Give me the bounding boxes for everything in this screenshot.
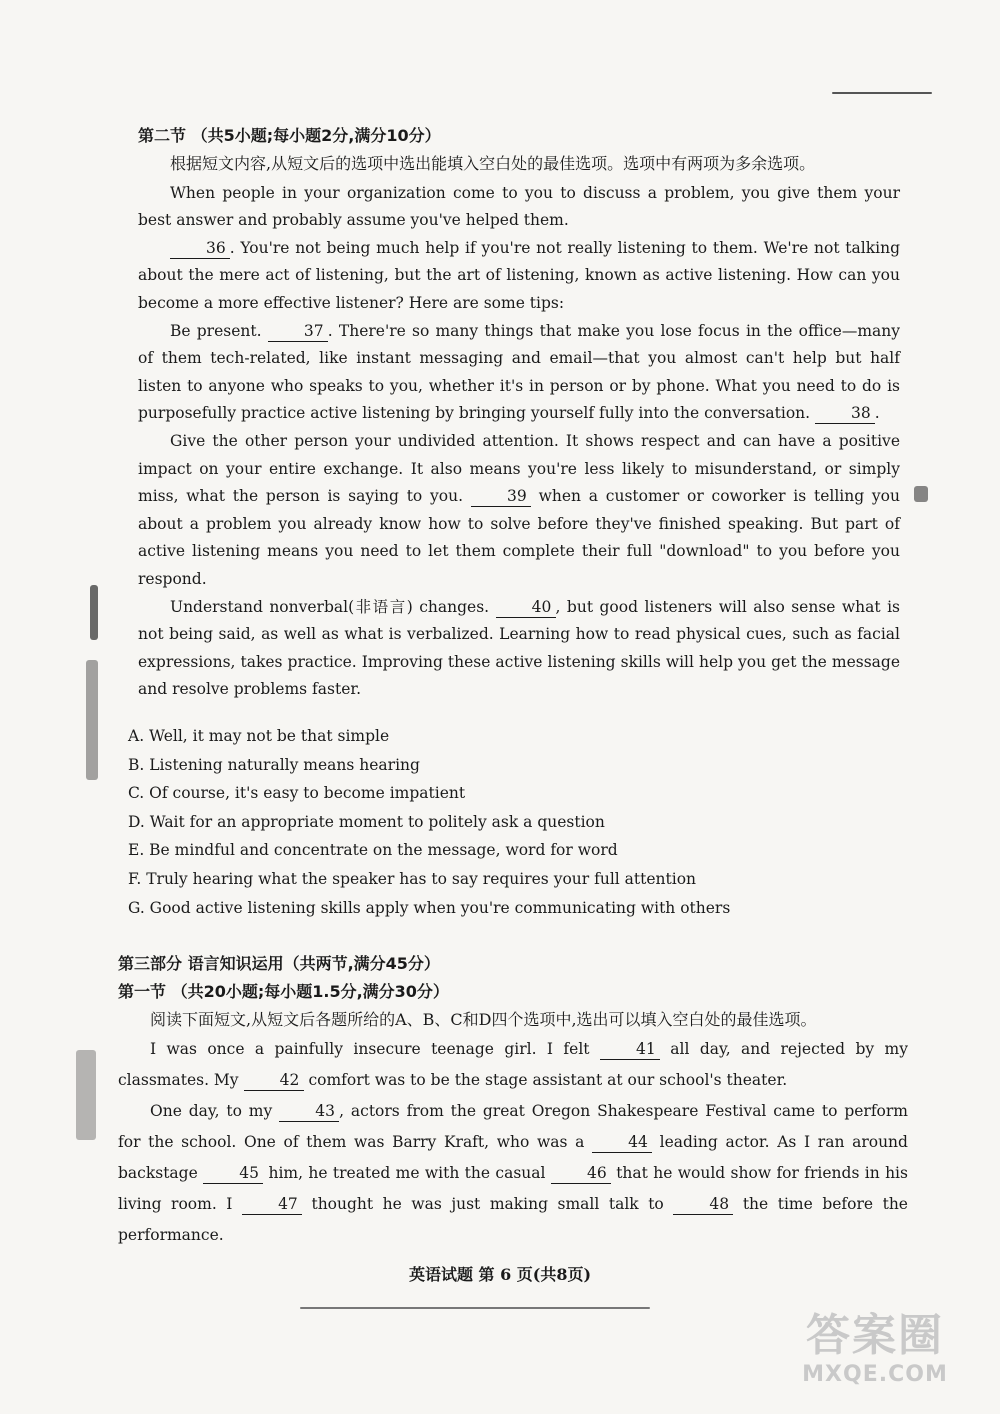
binding-mark bbox=[76, 1050, 96, 1140]
cloze-text: thought he was just making small talk to bbox=[311, 1195, 664, 1213]
cloze-text: leading actor. As I ran around backstage bbox=[118, 1133, 908, 1182]
blank-36[interactable]: 36 bbox=[170, 238, 230, 259]
part-3-heading: 第三部分 语言知识运用（共两节,满分45分） bbox=[118, 954, 440, 973]
option-g: G. Good active listening skills apply when you're communicating with others bbox=[128, 898, 731, 917]
blank-39[interactable]: 39 bbox=[471, 486, 531, 507]
scan-mark-bottom bbox=[300, 1307, 650, 1309]
paragraph-3-mid: . There're so many things that make you lose focus in the office—many of them tech-related, like instant messaging and email—that you almost can't help but half listen to anyone who speaks to you, whether it's in person or by phone. What you need to do is purposefully practice active listening by bringing yourself fully into the conversation. bbox=[138, 321, 900, 423]
blank-48[interactable]: 48 bbox=[673, 1194, 733, 1215]
option-b: B. Listening naturally means hearing bbox=[128, 755, 420, 774]
blank-45[interactable]: 45 bbox=[203, 1163, 263, 1184]
scan-mark-top bbox=[832, 92, 932, 94]
section-2-body bbox=[138, 150, 900, 704]
paragraph-4 bbox=[138, 428, 900, 594]
cloze-text: the time before the performance. bbox=[118, 1195, 908, 1244]
section-2 bbox=[138, 122, 900, 704]
edge-mark bbox=[914, 486, 928, 502]
cloze-text: all day, and rejected by my classmates. My bbox=[118, 1040, 908, 1089]
blank-42[interactable]: 42 bbox=[244, 1070, 304, 1091]
cloze-text: I was once a painfully insecure teenage girl. I felt bbox=[150, 1040, 590, 1058]
paragraph-5-post: , but good listeners will also sense what is not being said, as well as what is verbalized. Learning how to read physical cues, such as facial expressions, takes practice. Improving these active listening skills will help you get the message and resolve problems faster. bbox=[138, 597, 900, 699]
watermark-url: MXQE.COM bbox=[802, 1362, 948, 1387]
page-footer: 英语试题 第 6 页(共8页) bbox=[408, 1265, 592, 1284]
paragraph-5-pre: Understand nonverbal(非语言) changes. bbox=[170, 597, 490, 616]
cloze-paragraph-2 bbox=[118, 1096, 908, 1251]
paragraph-5 bbox=[138, 594, 900, 704]
cloze-text: him, he treated me with the casual bbox=[268, 1164, 546, 1182]
cloze-paragraph-1 bbox=[118, 1034, 908, 1096]
binding-mark bbox=[86, 660, 98, 780]
binding-mark bbox=[90, 585, 98, 640]
section-2-heading: 第二节 （共5小题;每小题2分,满分10分） bbox=[138, 126, 441, 145]
blank-37[interactable]: 37 bbox=[268, 321, 328, 342]
blank-44[interactable]: 44 bbox=[592, 1132, 652, 1153]
part-3-body bbox=[118, 1006, 908, 1251]
watermark bbox=[780, 1310, 970, 1400]
blank-41[interactable]: 41 bbox=[600, 1039, 660, 1060]
blank-38[interactable]: 38 bbox=[815, 403, 875, 424]
blank-47[interactable]: 47 bbox=[242, 1194, 302, 1215]
blank-40[interactable]: 40 bbox=[496, 597, 556, 618]
options-list bbox=[128, 722, 908, 922]
watermark-seal: 答案圈 bbox=[806, 1310, 944, 1361]
option-c: C. Of course, it's easy to become impatient bbox=[128, 784, 466, 803]
option-a: A. Well, it may not be that simple bbox=[128, 727, 390, 745]
paragraph-1: When people in your organization come to you to discuss a problem, you give them your best answer and probably assume you've helped them. bbox=[138, 183, 900, 230]
option-e: E. Be mindful and concentrate on the message, word for word bbox=[128, 841, 618, 860]
paragraph-2 bbox=[138, 235, 900, 318]
cloze-text: , actors from the great Oregon Shakespeare Festival came to perform for the school. One of them was Barry Kraft, who was a bbox=[118, 1102, 908, 1151]
cloze-text: One day, to my bbox=[150, 1102, 273, 1120]
part-3-instruction: 阅读下面短文,从短文后各题所给的A、B、C和D四个选项中,选出可以填入空白处的最佳选项。 bbox=[150, 1010, 817, 1029]
paragraph-3-pre: Be present. bbox=[170, 321, 262, 340]
blank-43[interactable]: 43 bbox=[279, 1101, 339, 1122]
option-f: F. Truly hearing what the speaker has to say requires your full attention bbox=[128, 869, 697, 888]
part-3-sub-heading: 第一节 （共20小题;每小题1.5分,满分30分） bbox=[118, 982, 449, 1001]
cloze-text: that he would show for friends in his living room. I bbox=[118, 1164, 908, 1213]
paragraph-4-pre: Give the other person your undivided attention. It shows respect and can have a positive impact on your entire exchange. It also means you're less likely to misunderstand, or simply miss, what the person is saying to you. bbox=[138, 431, 900, 506]
paragraph-2-text: . You're not being much help if you're not really listening to them. We're not talking about the mere act of listening, but the art of listening, known as active listening. How can you become a more effective listener? Here are some tips: bbox=[138, 238, 900, 312]
cloze-text: comfort was to be the stage assistant at our school's theater. bbox=[308, 1071, 788, 1089]
paragraph-3: Be present. 37 . There're so many things that make you lose focus in the office—many of them tech-related, like instant messaging and email—that you almost can't help but half listen to anyone who speaks to you, whether it's in person or by phone. What you need to do is purposefully practice active listening by bringing yourself fully into the conversation. 38 . bbox=[138, 321, 900, 423]
blank-46[interactable]: 46 bbox=[551, 1163, 611, 1184]
option-d: D. Wait for an appropriate moment to politely ask a question bbox=[128, 812, 605, 831]
instruction: 根据短文内容,从短文后的选项中选出能填入空白处的最佳选项。选项中有两项为多余选项。 bbox=[170, 153, 816, 173]
paragraph-4-post: when a customer or coworker is telling you about a problem you already know how to solve before they've finished speaking. But part of active listening means you need to let them complete their full "download" to you before you respond. bbox=[138, 487, 900, 588]
part-3 bbox=[118, 950, 908, 1251]
